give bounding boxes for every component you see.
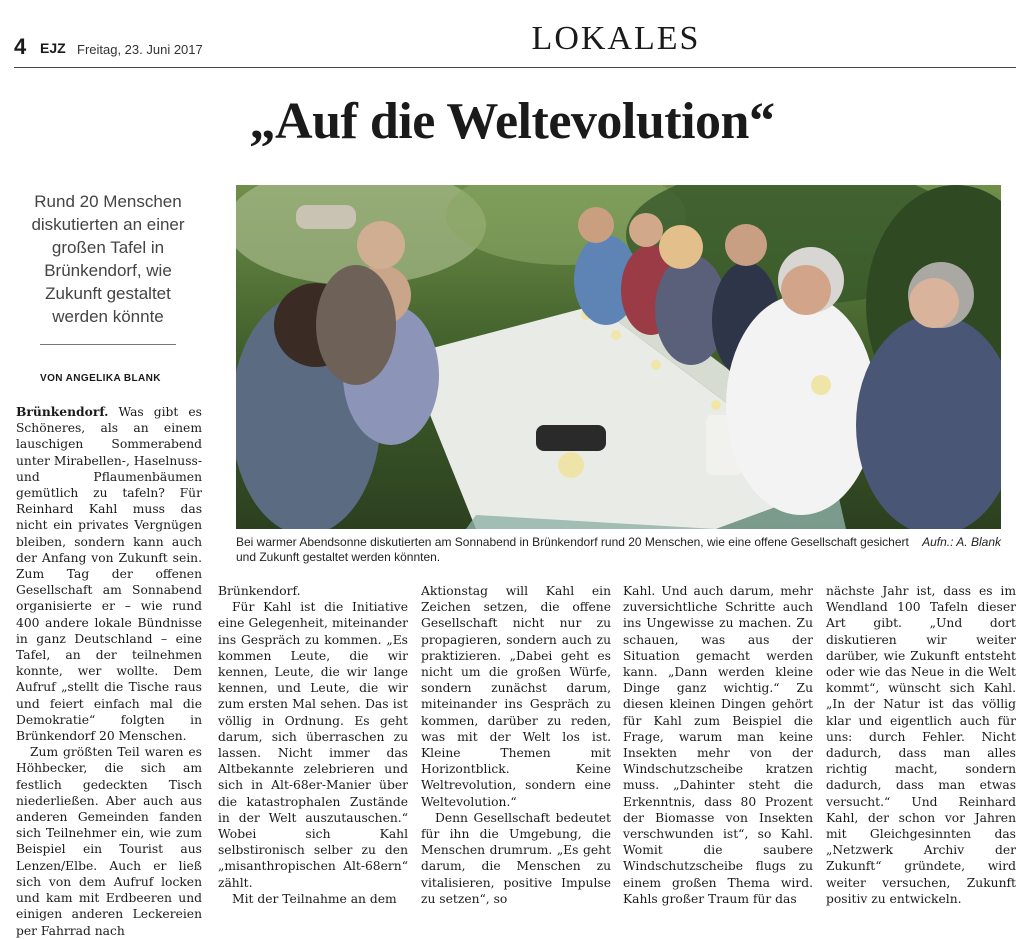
dateline: Brünkendorf. bbox=[16, 404, 109, 419]
article-column-4 bbox=[623, 583, 813, 907]
paragraph: Mit der Teilnahme an dem bbox=[232, 891, 397, 906]
article-column-1 bbox=[16, 404, 202, 939]
byline: VON ANGELIKA BLANK bbox=[40, 373, 161, 384]
paragraph: nächste Jahr ist, dass es im Wendland 100 Tafeln dieser Art gibt. „Und dort diskutieren wir weiter darüber, wie Zukunft entsteht oder wie das Neue in die Welt kommt“, wünscht sich Kahl. „In der Natur ist das völlig klar und eigentlich auch für uns: durch Fehler. Nicht dadurch, dass man alles richtig macht, sondern dadurch, dass man etwas versucht.“ Und Reinhard Kahl, der schon vor Jahren mit Gleichgesinnten das „Netzwerk Archiv der Zukunft“ gründete, wird weiter versuchen, Zukunft positiv zu entwickeln. bbox=[826, 584, 1016, 906]
paragraph: Kahl. Und auch darum, mehr zuversichtliche Schritte auch ins Ungewisse zu machen. Zu schauen, was aus der Situation gemacht werden kann. „Dann werden kleine Dinge ganz wichtig.“ Zu diesen kleinen Dingen gehört für Kahl zum Beispiel die Frage, warum man keine Insekten mehr von der Windschutzscheibe kratzen muss. „Dahinter steht die Erkenntnis, dass 80 Prozent der Biomasse von Insekten verschwunden ist“, so Kahl. Womit die saubere Windschutzscheibe flugs zu einem großen Thema wird. Kahls großer Traum für das bbox=[623, 584, 813, 906]
subheadline: Rund 20 Menschen diskutierten an einer großen Tafel in Brünkendorf, wie Zukunft gestaltet werden könnte bbox=[31, 192, 185, 326]
headline: „Auf die Weltevolution“ bbox=[249, 93, 775, 150]
newspaper-name: EJZ bbox=[40, 40, 66, 56]
paragraph bbox=[16, 404, 202, 744]
photo-credit: Aufn.: A. Blank bbox=[922, 535, 1001, 549]
paragraph: Aktionstag will Kahl ein Zeichen setzen, die offene Gesellschaft nicht nur zu propagieren, sondern auch zu praktizieren. „Dabei geht es nicht um die großen Würfe, sondern zunächst darum, miteinander ins Gespräch zu kommen, darüber zu reden, was mit der Welt los ist. Kleine Themen mit Horizontblick. Keine Weltrevolution, sondern eine Weltevolution.“ bbox=[421, 584, 611, 809]
paragraph: Zum größten Teil waren es Höhbecker, die sich am festlich gedeckten Tisch niederließen. Aber auch aus anderen Gemeinden fanden sich Teilnehmer ein, wie zum Beispiel ein Tourist aus Lenzen/Elbe. Auch er ließ sich von dem Aufruf locken und kam mit Erdbeeren und einigen anderen Leckereien per Fahrrad nach bbox=[16, 745, 202, 938]
paragraph-text: Was gibt es Schöneres, als an einem lauschigen Sommerabend unter Mirabellen-, Haselnuss- und Pflaumenbäumen gemütlich zu tafeln? Für Reinhard Kahl muss das nicht ein privates Vergnügen bleiben, sondern kann auch der Anfang von Zukunft sein. Zum Tag der offenen Gesellschaft am Sonnabend organisierte er – wie rund 400 andere lokale Bündnisse in ganz Deutschland – eine Tafel, an der teilnehmen konnte, wer wollte. Dem Aufruf „stellt die Tische raus und feiert einfach mal die Demokratie“ folgten in Brünkendorf 20 Menschen. bbox=[16, 405, 202, 744]
article-column-5 bbox=[826, 583, 1016, 907]
paragraph: Brünkendorf. bbox=[218, 584, 301, 598]
header-rule bbox=[14, 67, 1016, 68]
subhead-divider bbox=[40, 344, 176, 345]
article-column-3 bbox=[421, 583, 611, 907]
paragraph: Für Kahl ist die Initiative eine Gelegenheit, miteinander ins Gespräch zu kommen. „Es kommen Leute, die wir kennen, Leute, die wir lange kennen, und Leute, die wir zum ersten Mal sehen. Das ist völlig in Ordnung. Es geht darum, sich überraschen zu lassen. Nicht immer das Altbekannte zelebrieren und sich in Alt-68er-Manier über die katastrophalen Zustände in der Welt auszutauschen.“ Wobei sich Kahl selbstironisch selber zu den „misanthropischen Alt-68ern“ zählt. bbox=[218, 600, 408, 890]
article-column-2 bbox=[218, 583, 408, 907]
issue-date: Freitag, 23. Juni 2017 bbox=[77, 42, 203, 57]
section-title: LOKALES bbox=[531, 20, 701, 57]
photo-caption bbox=[236, 535, 1001, 565]
caption-text: Bei warmer Abendsonne diskutierten am Sonnabend in Brünkendorf rund 20 Menschen, wie eine offene Gesellschaft gesichert und Zukunft gestaltet werden könnten. bbox=[236, 535, 909, 564]
paragraph: Denn Gesellschaft bedeutet für ihn die Umgebung, die Menschen drumrum. „Es geht darum, die Menschen zu vitalisieren, positive Impulse zu setzen“, so bbox=[421, 810, 611, 906]
article-photo bbox=[236, 185, 1001, 529]
page-number: 4 bbox=[14, 34, 27, 59]
